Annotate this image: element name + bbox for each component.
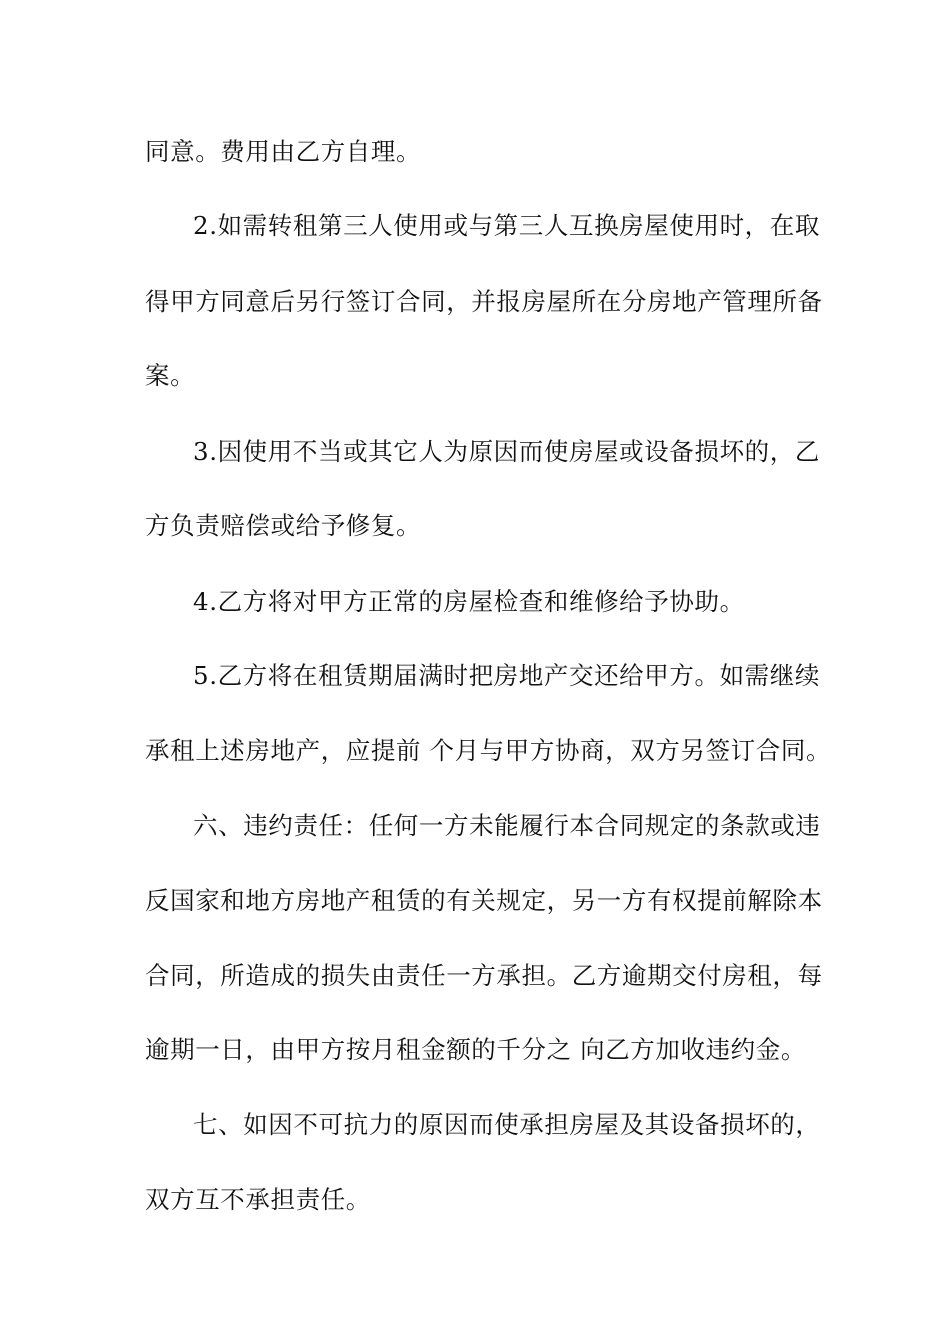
text-line: 得甲方同意后另行签订合同，并报房屋所在分房地产管理所备 bbox=[145, 287, 823, 316]
text-line: 2.如需转租第三人使用或与第三人互换房屋使用时，在取 bbox=[193, 211, 820, 240]
text-line: 案。 bbox=[145, 361, 196, 390]
text-line: 同意。费用由乙方自理。 bbox=[145, 137, 422, 166]
text-line: 4.乙方将对甲方正常的房屋检查和维修给予协助。 bbox=[193, 587, 745, 616]
text-line: 反国家和地方房地产租赁的有关规定，另一方有权提前解除本 bbox=[145, 886, 823, 915]
text-line: 双方互不承担责任。 bbox=[145, 1185, 371, 1214]
text-line: 六、违约责任：任何一方未能履行本合同规定的条款或违 bbox=[193, 811, 821, 840]
text-line: 3.因使用不当或其它人为原因而使房屋或设备损坏的，乙 bbox=[193, 437, 820, 466]
text-line: 逾期一日，由甲方按月租金额的千分之 向乙方加收违约金。 bbox=[145, 1035, 806, 1064]
text-line: 方负责赔偿或给予修复。 bbox=[145, 511, 422, 540]
text-line: 5.乙方将在租赁期届满时把房地产交还给甲方。如需继续 bbox=[193, 661, 820, 690]
text-line: 合同，所造成的损失由责任一方承担。乙方逾期交付房租，每 bbox=[145, 961, 823, 990]
text-line: 承租上述房地产，应提前 个月与甲方协商，双方另签订合同。 bbox=[145, 736, 832, 765]
text-line: 七、如因不可抗力的原因而使承担房屋及其设备损坏的， bbox=[193, 1110, 821, 1139]
